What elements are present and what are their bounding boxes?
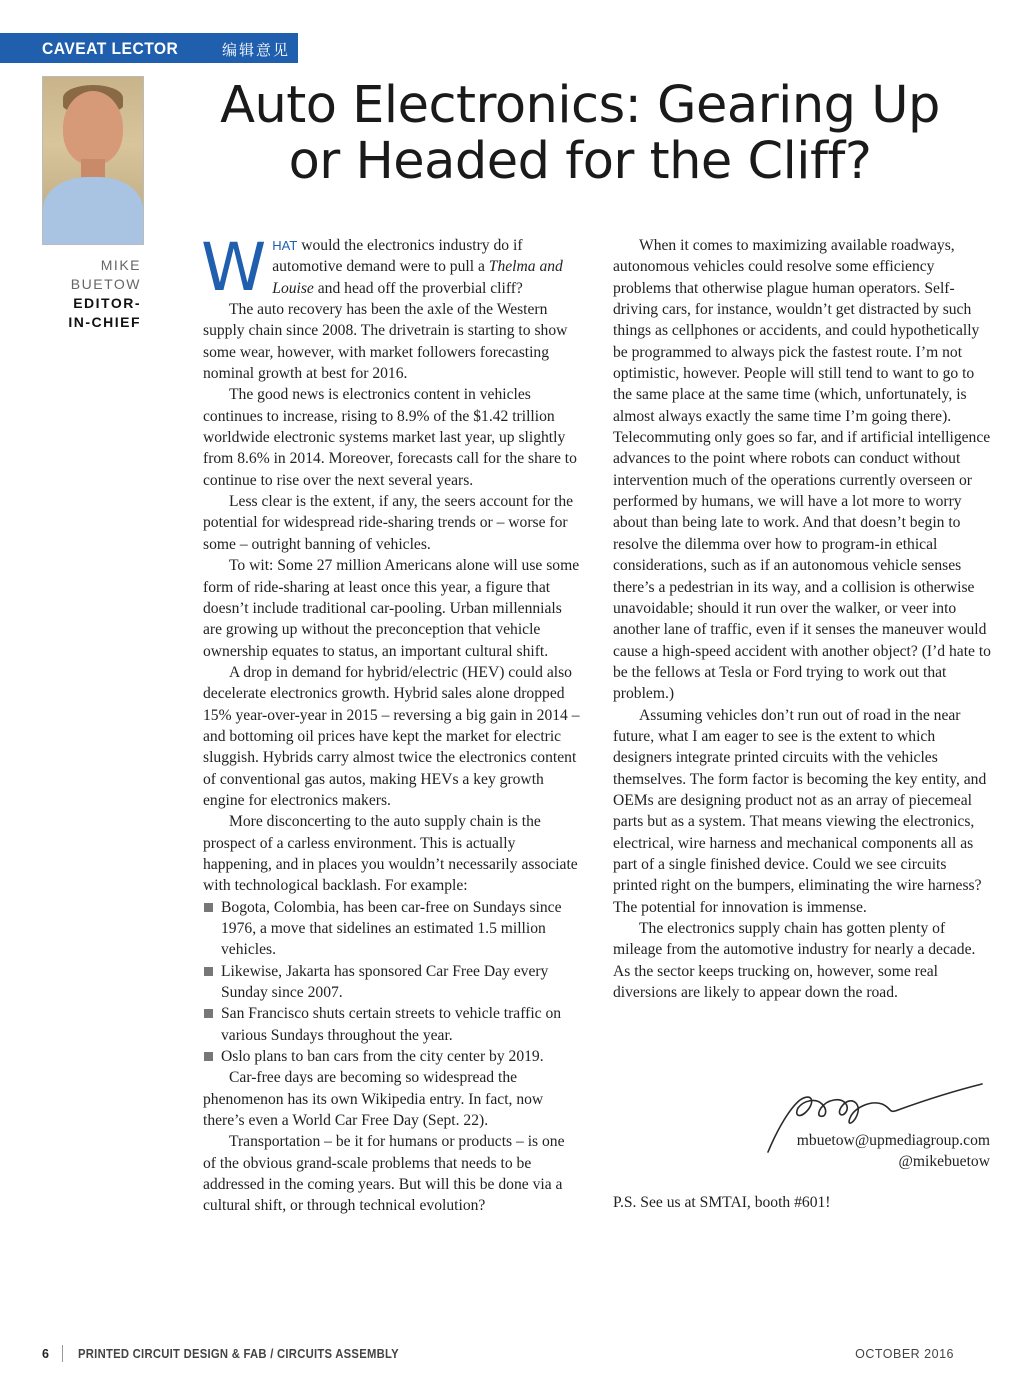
publication-name: PRINTED CIRCUIT DESIGN & FAB / CIRCUITS ASSEMBLY — [78, 1347, 399, 1361]
paragraph: To wit: Some 27 million Americans alone will use some form of ride-sharing at least once this year, a figure that doesn’t include traditional car-pooling. Urban millennials are growing up without the preconception that vehicle ownership equates to status, an important cultural shift. — [203, 557, 580, 660]
list-item: Oslo plans to ban cars from the city center by 2019. — [203, 1046, 581, 1067]
paragraph: Transportation – be it for humans or products – is one of the obvious grand-scale problems that needs to be addressed in the coming years. But will this be done via a cultural shift, or through technical evolution? — [203, 1133, 565, 1215]
paragraph: WHAT would the electronics industry do if automotive demand were to pull a Thelma and Louise and head off the proverbial cliff? — [201, 229, 563, 306]
bullet-list — [203, 897, 581, 1068]
page-footer — [42, 1347, 954, 1365]
section-header-bar — [0, 33, 298, 63]
paragraph: Less clear is the extent, if any, the seers account for the potential for widespread ride-sharing trends or – worse for some – outright banning of vehicles. — [203, 493, 574, 553]
postscript: P.S. See us at SMTAI, booth #601! — [613, 1194, 831, 1211]
author-first-name: MIKE — [100, 257, 141, 273]
paragraph: When it comes to maximizing available roadways, autonomous vehicles could resolve some efficiency problems that otherwise plague human operators. Self-driving cars, for instance, wouldn’t get distracted by such things as cellphones or accidents, and could hypothetically be programmed to always pick the fastest route. I’m not optimistic, however. People will still tend to want to go to the same place at the same time (which, unfortunately, is almost always exactly the same time I’m going there). Telecommuting only goes so far, and if artificial intelligence advances to the point where robots can conduct without intervention much of the operations currently overseen or performed by humans, we will have a lot more to worry about than being late to work. And that doesn’t begin to resolve the dilemma over how to program-in ethical considerations, such as if an autonomous vehicle senses there’s a pedestrian in its way, and a collision is otherwise unavoidable; should it run over the walker, or veer into another lane of traffic, even if it senses the maneuver would cause a high-speed accident with another object? (I’d hate to be the fellows at Tesla or Ford trying to work out that problem.) — [613, 237, 991, 703]
author-byline — [50, 256, 141, 332]
paragraph: Car-free days are becoming so widespread the phenomenon has its own Wikipedia entry. In fact, now there’s even a World Car Free Day (Sept. 22). — [203, 1069, 544, 1130]
paragraph: Assuming vehicles don’t run out of road in the near future, what I am eager to see is the extent to which designers integrate printed circuits with the vehicles themselves. The form factor is becoming the key entity, and OEMs are designing product not as an array of piecemeal parts but as a system. That means viewing the electronics, electrical, wire harness and mechanical components all as part of a single finished device. Could we see circuits printed right on the bumpers, eliminating the wire harness? The potential for innovation is immense. — [613, 706, 987, 916]
section-label: CAVEAT LECTOR — [42, 39, 179, 58]
paragraph: The electronics supply chain has gotten plenty of mileage from the automotive industry for nearly a decade. As the sector keeps trucking on, however, some real diversions are likely to appear down the road. — [613, 920, 976, 1002]
footer-divider — [62, 1345, 63, 1362]
paragraph: The good news is electronics content in vehicles continues to increase, rising to 8.9% of the $1.42 trillion worldwide electronic systems market last year, up slightly from 8.6% in 2014. Moreover, forecasts call for the share to continue to rise over the next several years. — [203, 386, 577, 489]
list-item: Bogota, Colombia, has been car-free on Sundays since 1976, a move that sidelines an estimated 1.5 million vehicles. — [203, 897, 581, 961]
square-bullet-icon — [204, 967, 213, 976]
author-role-line1: EDITOR- — [73, 295, 141, 311]
article-title — [180, 78, 980, 190]
title-line-1: Auto Electronics: Gearing Up — [220, 76, 940, 135]
social-handle[interactable]: @mikebuetow — [898, 1153, 990, 1171]
paragraph: More disconcerting to the auto supply chain is the prospect of a carless environment. This is actually happening, and in places you wouldn’t necessarily associate with technological backlash. For example: — [203, 813, 578, 895]
square-bullet-icon — [204, 903, 213, 912]
square-bullet-icon — [204, 1052, 213, 1061]
drop-cap: W — [201, 229, 267, 306]
email-link[interactable]: mbuetow@upmediagroup.com — [796, 1132, 990, 1149]
contact-block — [700, 1130, 990, 1173]
article-column-1 — [201, 229, 581, 1217]
author-photo — [42, 76, 144, 245]
list-item: San Francisco shuts certain streets to vehicle traffic on various Sundays throughout the year. — [203, 1003, 581, 1046]
section-label-cn: 编辑意见 — [222, 41, 291, 59]
page-number: 6 — [42, 1347, 49, 1361]
paragraph: A drop in demand for hybrid/electric (HEV) could also decelerate electronics growth. Hybrid sales alone dropped 15% year-over-year in 2015 – reversing a big gain in 2014 – and bottoming oil prices have kept the market for electric sluggish. Hybrids carry almost twice the electronics content of conventional gas autos, making HEVs a key growth engine for electronics makers. — [203, 663, 580, 809]
paragraph: The auto recovery has been the axle of the Western supply chain since 2008. The drivetrain is starting to show some wear, however, with market followers forecasting nominal growth at best for 2016. — [203, 301, 568, 383]
title-line-2: or Headed for the Cliff? — [288, 132, 872, 191]
article-column-2 — [613, 235, 993, 1003]
author-last-name: BUETOW — [70, 276, 141, 292]
issue-date: OCTOBER 2016 — [855, 1347, 954, 1361]
author-role-line2: IN-CHIEF — [68, 314, 141, 330]
square-bullet-icon — [204, 1009, 213, 1018]
list-item: Likewise, Jakarta has sponsored Car Free Day every Sunday since 2007. — [203, 961, 581, 1004]
